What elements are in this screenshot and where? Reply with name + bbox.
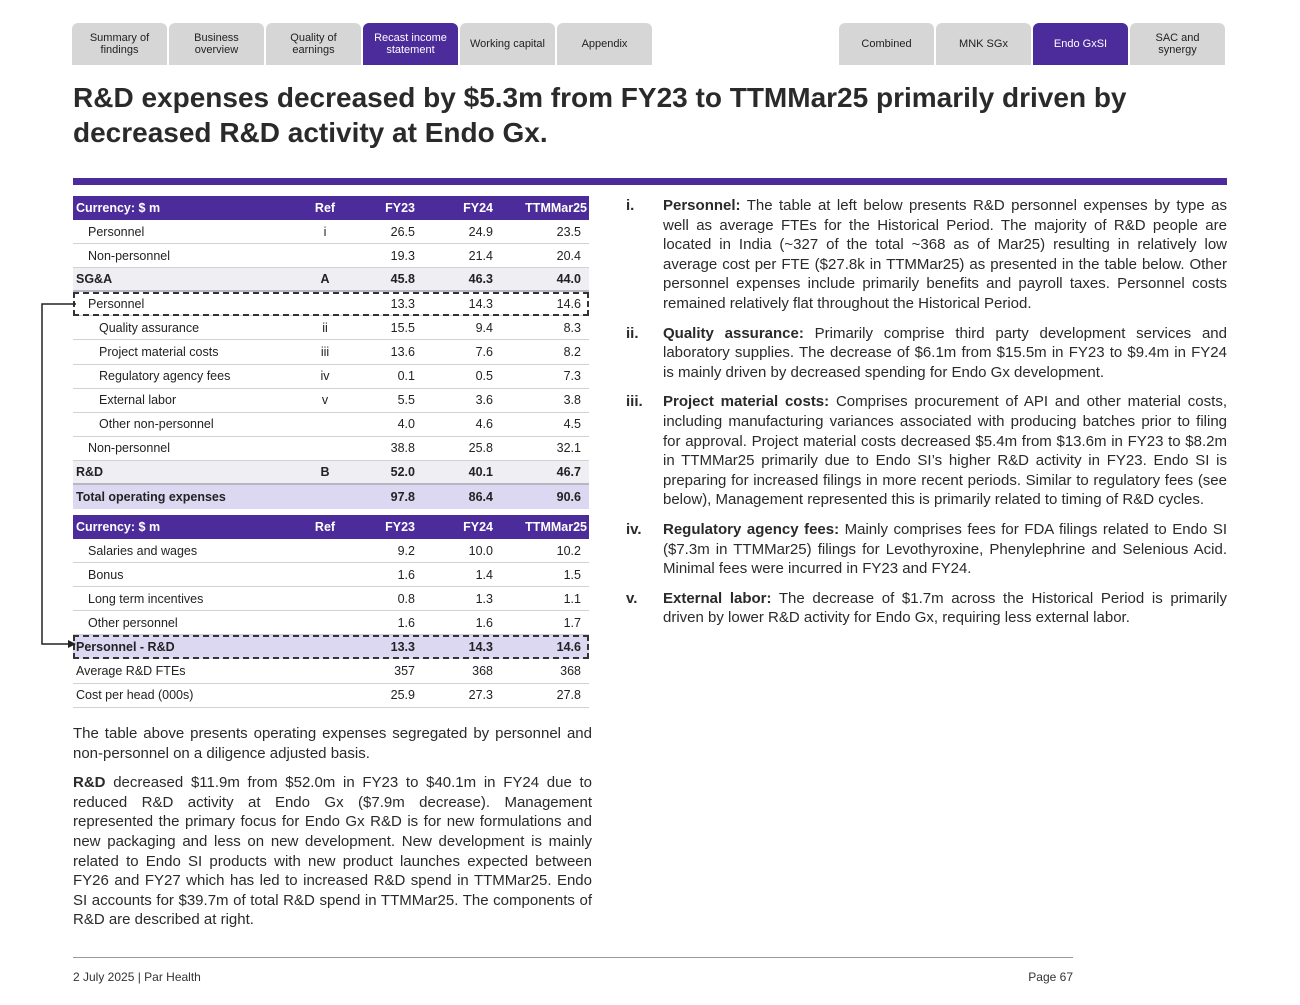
row-fy24: 86.4 xyxy=(468,490,493,505)
row-fy24: 3.6 xyxy=(475,393,493,408)
row-ttm: 10.2 xyxy=(556,543,581,558)
note-item xyxy=(626,196,1227,314)
row-fy23: 13.3 xyxy=(390,640,415,655)
tab-appendix[interactable]: Appendix xyxy=(557,23,652,65)
row-fy23: 97.8 xyxy=(390,490,415,505)
row-label: Average R&D FTEs xyxy=(76,664,186,679)
note-title: Project material costs: xyxy=(663,393,830,411)
title-divider xyxy=(73,178,1227,185)
tab-working-capital[interactable]: Working capital xyxy=(460,23,555,65)
note-body xyxy=(663,589,1227,628)
row-label: Regulatory agency fees xyxy=(99,369,231,384)
link-arrow-icon xyxy=(40,298,76,650)
row-ttm: 32.1 xyxy=(556,441,581,456)
total-row xyxy=(73,485,589,509)
table-row xyxy=(73,340,589,364)
row-fy23: 26.5 xyxy=(390,224,415,239)
row-label: Other non-personnel xyxy=(99,417,214,432)
row-ttm: 368 xyxy=(560,664,581,679)
row-ttm: 20.4 xyxy=(556,248,581,263)
row-ref: iii xyxy=(320,345,330,360)
tab-recast-income-statement[interactable]: Recast income statement xyxy=(363,23,458,65)
row-ttm: 90.6 xyxy=(556,490,581,505)
table-header xyxy=(73,515,589,539)
footer-divider xyxy=(73,957,1073,958)
header-fy24: FY24 xyxy=(463,201,493,215)
row-fy23: 45.8 xyxy=(390,272,415,287)
note-body xyxy=(663,392,1227,510)
table-row xyxy=(73,684,589,708)
row-fy23: 1.6 xyxy=(397,567,415,582)
row-fy23: 13.6 xyxy=(390,345,415,360)
row-fy24: 9.4 xyxy=(475,320,493,335)
row-ttm: 8.3 xyxy=(563,320,581,335)
row-ttm: 44.0 xyxy=(556,272,581,287)
header-fy24: FY24 xyxy=(463,520,493,534)
note-text: Primarily comprise third party development services and laboratory supplies. The decrease of $6.1m from $15.5m in FY23 to $9.4m in FY24 is mainly driven by decreased spending for Endo Gx development. xyxy=(663,324,1227,381)
row-fy24: 25.8 xyxy=(468,441,493,456)
row-fy24: 10.0 xyxy=(468,543,493,558)
table-row xyxy=(73,563,589,587)
note-item xyxy=(626,589,1227,628)
note-title: Quality assurance: xyxy=(663,324,804,342)
note-title: External labor: xyxy=(663,589,772,607)
row-label: SG&A xyxy=(76,272,113,287)
header-fy23: FY23 xyxy=(385,520,415,534)
row-fy23: 38.8 xyxy=(390,441,415,456)
row-ref: ii xyxy=(322,320,328,335)
note-text: Mainly comprises fees for FDA filings related to Endo SI ($7.3m in TTMMar25) filings for Levothyroxine, Phenylephrine and Selenious Acid. Minimal fees were incurred in FY23 and FY24. xyxy=(663,520,1227,578)
tab-combined[interactable]: Combined xyxy=(839,23,934,65)
row-fy24: 46.3 xyxy=(468,272,493,287)
table-row xyxy=(73,437,589,461)
commentary-rnd-lead: R&D xyxy=(73,774,106,792)
row-fy24: 368 xyxy=(472,664,493,679)
tab-sac-and-synergy[interactable]: SAC and synergy xyxy=(1130,23,1225,65)
subtotal-row-sga xyxy=(73,268,589,292)
header-currency: Currency: $ m xyxy=(76,520,161,534)
personnel-table xyxy=(73,515,589,708)
row-label: Total operating expenses xyxy=(76,490,226,505)
row-fy23: 13.3 xyxy=(390,296,415,311)
commentary-rnd xyxy=(73,773,592,930)
row-label: Non-personnel xyxy=(88,248,170,263)
row-fy23: 5.5 xyxy=(397,393,415,408)
row-fy24: 7.6 xyxy=(475,345,493,360)
commentary-intro: The table above presents operating expenses segregated by personnel and non-personnel on a diligence adjusted basis. xyxy=(73,725,592,762)
row-ttm: 23.5 xyxy=(556,224,581,239)
table-row xyxy=(73,587,589,611)
highlighted-row-personnel xyxy=(73,292,589,316)
row-ref: i xyxy=(323,224,327,239)
row-fy23: 15.5 xyxy=(390,320,415,335)
table-header xyxy=(73,196,589,220)
note-text: The decrease of $1.7m across the Historical Period is primarily driven by lower R&D activity for Endo Gx, requiring less external labor. xyxy=(663,589,1227,627)
note-item xyxy=(626,520,1227,579)
row-ref: A xyxy=(320,272,330,287)
footer-date-client: 2 July 2025 | Par Health xyxy=(73,970,201,984)
header-currency: Currency: $ m xyxy=(76,201,161,215)
row-ttm: 4.5 xyxy=(563,417,581,432)
row-ref: v xyxy=(321,393,329,408)
row-label: Other personnel xyxy=(88,615,178,630)
note-number: v. xyxy=(626,589,638,607)
subtotal-row-rnd xyxy=(73,461,589,485)
notes-list xyxy=(626,196,1227,638)
row-fy24: 14.3 xyxy=(468,296,493,311)
header-fy23: FY23 xyxy=(385,201,415,215)
row-fy24: 21.4 xyxy=(468,248,493,263)
header-ttm: TTMMar25 xyxy=(525,520,587,534)
row-fy23: 19.3 xyxy=(390,248,415,263)
row-label: Salaries and wages xyxy=(88,543,198,558)
row-ref: iv xyxy=(320,369,330,384)
row-fy23: 52.0 xyxy=(390,464,415,479)
row-fy24: 1.6 xyxy=(475,615,493,630)
row-fy23: 357 xyxy=(394,664,415,679)
header-ref: Ref xyxy=(314,201,336,215)
page-title: R&D expenses decreased by $5.3m from FY23 to TTMMar25 primarily driven by decreased R&D activity at Endo Gx. xyxy=(73,82,1127,148)
row-label: Project material costs xyxy=(99,345,219,360)
page-number: Page 67 xyxy=(1028,970,1073,984)
row-ttm: 1.1 xyxy=(563,591,581,606)
row-label: Personnel - R&D xyxy=(76,640,175,655)
row-ttm: 7.3 xyxy=(563,369,581,384)
row-ttm: 1.5 xyxy=(563,567,581,582)
section-tabs xyxy=(72,23,654,65)
row-label: Bonus xyxy=(88,567,124,582)
tab-business-overview[interactable]: Business overview xyxy=(169,23,264,65)
note-text: Comprises procurement of API and other material costs, including manufacturing variances associated with producing batches prior to filing for approval. Project material costs decreased $5.4m from $13.6m in FY23 to $8.2m in TTMMar25 primarily due to Endo SI’s higher R&D activity in FY23. Endo SI is preparing for increased filings in more recent periods. Similar to regulatory fees (see below), Management represented this is primarily related to timing of R&D cycles. xyxy=(663,393,1227,509)
row-fy24: 24.9 xyxy=(468,224,493,239)
row-fy24: 4.6 xyxy=(475,417,493,432)
row-fy24: 1.3 xyxy=(475,591,493,606)
row-ttm: 27.8 xyxy=(556,688,581,703)
header-ttm: TTMMar25 xyxy=(525,201,587,215)
note-item xyxy=(626,324,1227,383)
header-ref: Ref xyxy=(314,520,336,534)
note-item xyxy=(626,392,1227,510)
tab-summary-of-findings[interactable]: Summary of findings xyxy=(72,23,167,65)
note-text: The table at left below presents R&D personnel expenses by type as well as average FTEs for the Historical Period. The majority of R&D people are located in India (~327 of the total ~368 as of Mar25) resulting in relatively low average cost per FTE ($27.8k in TTMMar25) as presented in the table below. Other personnel expenses include primarily benefits and payroll taxes. Personnel costs remained relatively flat throughout the Historical Period. xyxy=(663,197,1227,312)
row-fy24: 1.4 xyxy=(475,567,493,582)
row-fy24: 0.5 xyxy=(475,369,493,384)
row-fy23: 0.8 xyxy=(397,591,415,606)
row-ttm: 46.7 xyxy=(556,464,581,479)
table-row xyxy=(73,659,589,683)
commentary-rnd-body: decreased $11.9m from $52.0m in FY23 to $40.1m in FY24 due to reduced R&D activity at Endo Gx ($7.9m decrease). Management represented the primary focus for Endo Gx R&D is for new formulations and new packaging and less on new development. New development is mainly related to Endo SI products with new product launches expected between FY26 and FY27 which has led to increased R&D spend in TTMMar25. Endo SI accounts for $39.7m of total R&D spend in TTMMar25. The components of R&D are described at right. xyxy=(73,774,592,929)
note-body xyxy=(663,324,1227,383)
table-row xyxy=(73,539,589,563)
row-fy23: 0.1 xyxy=(397,369,415,384)
row-fy24: 27.3 xyxy=(468,688,493,703)
table-row xyxy=(73,389,589,413)
row-ttm: 3.8 xyxy=(563,393,581,408)
row-fy23: 25.9 xyxy=(390,688,415,703)
row-label: Personnel xyxy=(88,224,145,239)
note-title: Regulatory agency fees: xyxy=(663,520,840,538)
opex-table xyxy=(73,196,589,509)
table-row xyxy=(73,413,589,437)
row-fy24: 14.3 xyxy=(468,640,493,655)
row-label: Cost per head (000s) xyxy=(76,688,194,703)
table-row xyxy=(73,220,589,244)
tab-mnk-sgx[interactable]: MNK SGx xyxy=(936,23,1031,65)
tab-endo-gxsi[interactable]: Endo GxSI xyxy=(1033,23,1128,65)
table-row xyxy=(73,365,589,389)
row-fy24: 40.1 xyxy=(468,464,493,479)
highlighted-row-personnel-rnd xyxy=(73,635,589,659)
row-ttm: 14.6 xyxy=(556,640,581,655)
row-label: Personnel xyxy=(88,296,145,311)
note-number: ii. xyxy=(626,324,639,342)
row-ttm: 1.7 xyxy=(563,615,581,630)
row-ref: B xyxy=(320,464,330,479)
note-body xyxy=(663,196,1227,314)
row-label: Non-personnel xyxy=(88,441,170,456)
table-row xyxy=(73,611,589,635)
row-fy23: 4.0 xyxy=(397,417,415,432)
note-number: i. xyxy=(626,197,635,214)
note-body xyxy=(663,520,1227,579)
table-row xyxy=(73,244,589,268)
entity-tabs xyxy=(839,23,1227,65)
note-number: iv. xyxy=(626,520,642,538)
row-fy23: 1.6 xyxy=(397,615,415,630)
row-label: External labor xyxy=(99,393,177,408)
note-title: Personnel: xyxy=(663,197,741,214)
row-label: R&D xyxy=(76,464,104,479)
row-ttm: 14.6 xyxy=(556,296,581,311)
row-label: Long term incentives xyxy=(88,591,204,606)
table-row xyxy=(73,316,589,340)
row-fy23: 9.2 xyxy=(397,543,415,558)
note-number: iii. xyxy=(626,393,643,411)
left-commentary xyxy=(73,724,592,940)
row-ttm: 8.2 xyxy=(563,345,581,360)
tab-quality-of-earnings[interactable]: Quality of earnings xyxy=(266,23,361,65)
row-label: Quality assurance xyxy=(99,320,200,335)
